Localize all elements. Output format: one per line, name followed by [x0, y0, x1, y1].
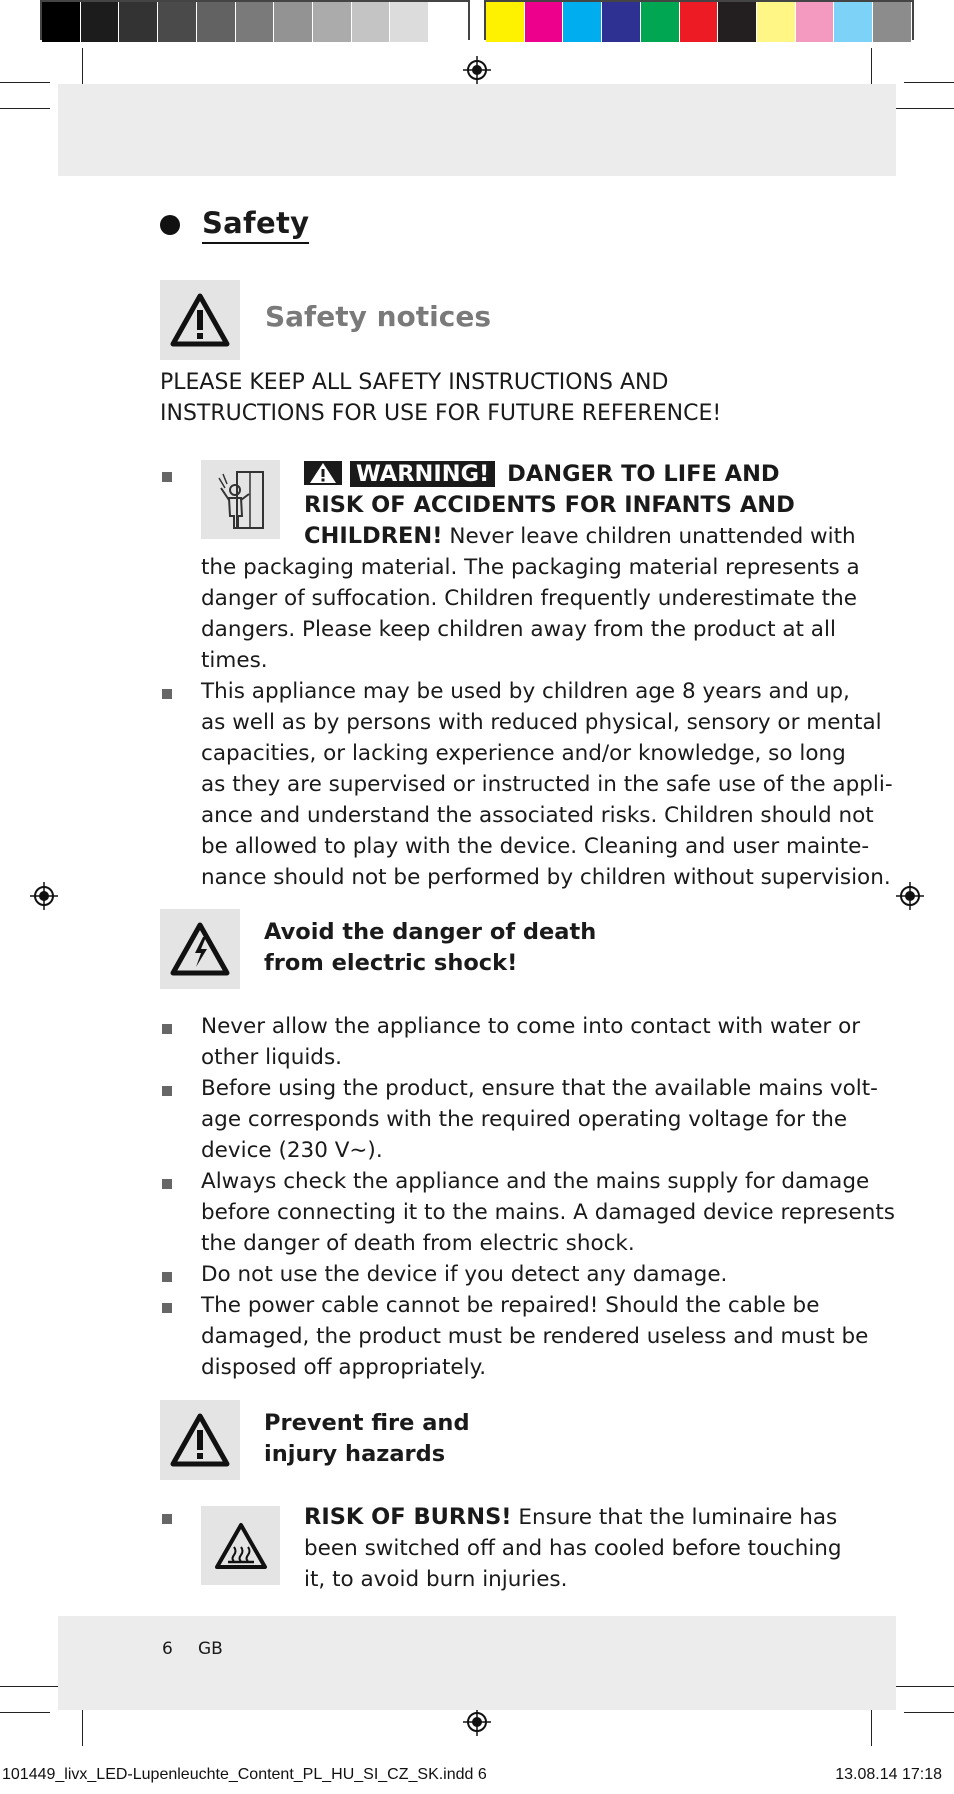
electric-heading-line: from electric shock!: [264, 950, 518, 976]
color-swatch: [680, 2, 719, 42]
child-warning-text-line: dangers. Please keep children away from the product at all: [201, 617, 836, 642]
color-swatch: [352, 2, 391, 42]
electric-bullet-line: other liquids.: [201, 1045, 342, 1070]
warning-triangle-icon: [169, 1412, 231, 1468]
appliance-use-line: as they are supervised or instructed in the safe use of the appli-: [201, 772, 893, 797]
electric-bullet-line: The power cable cannot be repaired! Should the cable be: [201, 1293, 820, 1318]
registration-mark-icon: [896, 882, 924, 910]
child-warning-text-line: times.: [201, 648, 268, 673]
color-swatch: [158, 2, 197, 42]
color-swatch: [873, 2, 912, 42]
color-swatch: [602, 2, 641, 42]
electric-bullet-line: Always check the appliance and the mains supply for damage: [201, 1169, 870, 1194]
electric-bullet-line: disposed off appropriately.: [201, 1355, 487, 1380]
color-swatch: [718, 2, 757, 42]
section-title: [160, 206, 309, 244]
color-swatch: [390, 2, 429, 42]
slug-date: 13.08.14 17:18: [835, 1766, 942, 1783]
bullet-square-icon: [162, 689, 172, 699]
electric-bullet-line: Do not use the device if you detect any damage.: [201, 1262, 728, 1287]
bullet-square-icon: [162, 1024, 172, 1034]
color-swatch: [757, 2, 796, 42]
electric-bullet-line: Before using the product, ensure that the available mains volt-: [201, 1076, 878, 1101]
electric-bullet-line: before connecting it to the mains. A damaged device represents: [201, 1200, 895, 1225]
header-band: [58, 84, 896, 176]
bullet-square-icon: [162, 1272, 172, 1282]
burns-icon-box: [201, 1506, 280, 1585]
safety-notices-heading: Safety notices: [265, 300, 492, 333]
appliance-use-line: as well as by persons with reduced physical, sensory or mental: [201, 710, 882, 735]
color-swatch: [81, 2, 120, 42]
crop-mark: [0, 108, 50, 109]
bullet-square-icon: [162, 1179, 172, 1189]
child-warning-heading: [304, 459, 780, 490]
section-title-text: Safety: [202, 206, 309, 244]
color-swatch: [313, 2, 352, 42]
crop-mark: [0, 82, 50, 83]
crop-mark: [904, 82, 954, 83]
registration-mark-icon: [30, 882, 58, 910]
appliance-use-line: capacities, or lacking experience and/or knowledge, so long: [201, 741, 846, 766]
child-window-icon: [215, 468, 267, 532]
keep-instructions-line: PLEASE KEEP ALL SAFETY INSTRUCTIONS AND: [160, 370, 669, 395]
burns-bold: RISK OF BURNS!: [304, 1504, 512, 1530]
language-code: GB: [198, 1639, 223, 1659]
electric-bullet-line: damaged, the product must be rendered useless and must be: [201, 1324, 869, 1349]
color-swatch: [42, 2, 81, 42]
child-warning-icon-box: [201, 460, 280, 539]
electric-bullet-line: Never allow the appliance to come into contact with water or: [201, 1014, 861, 1039]
electric-bullet-line: device (230 V∼).: [201, 1138, 383, 1163]
crop-mark: [871, 1704, 872, 1746]
burns-text: Ensure that the luminaire has: [518, 1505, 838, 1530]
bullet-square-icon: [162, 1303, 172, 1313]
fire-icon-box: [160, 1400, 240, 1480]
process-color-bar: [484, 0, 914, 40]
appliance-use-line: ance and understand the associated risks. Children should not: [201, 803, 874, 828]
color-swatch: [563, 2, 602, 42]
warning-triangle-icon: [304, 461, 342, 485]
color-swatch: [834, 2, 873, 42]
burns-text-line: [304, 1502, 837, 1533]
safety-notices-icon-box: [160, 280, 240, 360]
child-warning-bold: CHILDREN!: [304, 523, 443, 549]
color-swatch: [236, 2, 275, 42]
color-swatch: [119, 2, 158, 42]
electric-bullet-line: age corresponds with the required operating voltage for the: [201, 1107, 848, 1132]
crop-mark: [0, 1712, 50, 1713]
warning-triangle-icon: [169, 292, 231, 348]
electric-bullet-line: the danger of death from electric shock.: [201, 1231, 635, 1256]
color-swatch: [641, 2, 680, 42]
color-swatch: [796, 2, 835, 42]
child-warning-heading-line: DANGER TO LIFE AND: [507, 461, 780, 487]
appliance-use-line: be allowed to play with the device. Cleaning and user mainte-: [201, 834, 870, 859]
registration-mark-icon: [463, 1708, 491, 1736]
appliance-use-line: nance should not be performed by children without supervision.: [201, 865, 891, 890]
registration-mark-icon: [463, 56, 491, 84]
grayscale-color-bar: [40, 0, 470, 40]
bullet-dot-icon: [160, 215, 180, 235]
electric-icon-box: [160, 909, 240, 989]
child-warning-text-line: [304, 521, 856, 552]
electric-heading-line: Avoid the danger of death: [264, 919, 597, 945]
crop-mark: [82, 1704, 83, 1746]
bullet-square-icon: [162, 1086, 172, 1096]
appliance-use-line: This appliance may be used by children age 8 years and up,: [201, 679, 850, 704]
bullet-square-icon: [162, 1514, 172, 1524]
color-swatch: [525, 2, 564, 42]
fire-heading-line: Prevent fire and: [264, 1410, 470, 1436]
page-number: 6: [162, 1639, 173, 1659]
child-warning-text: Never leave children unattended with: [449, 524, 856, 549]
fire-heading-line: injury hazards: [264, 1441, 446, 1467]
color-swatch: [274, 2, 313, 42]
burns-text-line: it, to avoid burn injuries.: [304, 1567, 568, 1592]
child-warning-text-line: the packaging material. The packaging material represents a: [201, 555, 860, 580]
color-swatch: [197, 2, 236, 42]
footer-band: [58, 1616, 896, 1710]
keep-instructions-line: INSTRUCTIONS FOR USE FOR FUTURE REFERENCE!: [160, 401, 722, 426]
crop-mark: [888, 1686, 954, 1687]
color-swatch: [429, 2, 468, 42]
electric-shock-warning-icon: [169, 921, 231, 977]
burns-text-line: been switched off and has cooled before touching: [304, 1536, 842, 1561]
bullet-square-icon: [162, 472, 172, 482]
child-warning-text-line: danger of suffocation. Children frequently underestimate the: [201, 586, 857, 611]
crop-mark: [888, 108, 954, 109]
slug-file: 101449_livx_LED-Lupenleuchte_Content_PL_HU_SI_CZ_SK.indd 6: [2, 1766, 487, 1783]
crop-mark: [904, 1712, 954, 1713]
color-swatch: [486, 2, 525, 42]
hot-surface-icon: [213, 1521, 269, 1571]
crop-mark: [0, 1686, 66, 1687]
child-warning-heading-line: RISK OF ACCIDENTS FOR INFANTS AND: [304, 492, 795, 518]
warning-label: WARNING!: [350, 461, 495, 487]
